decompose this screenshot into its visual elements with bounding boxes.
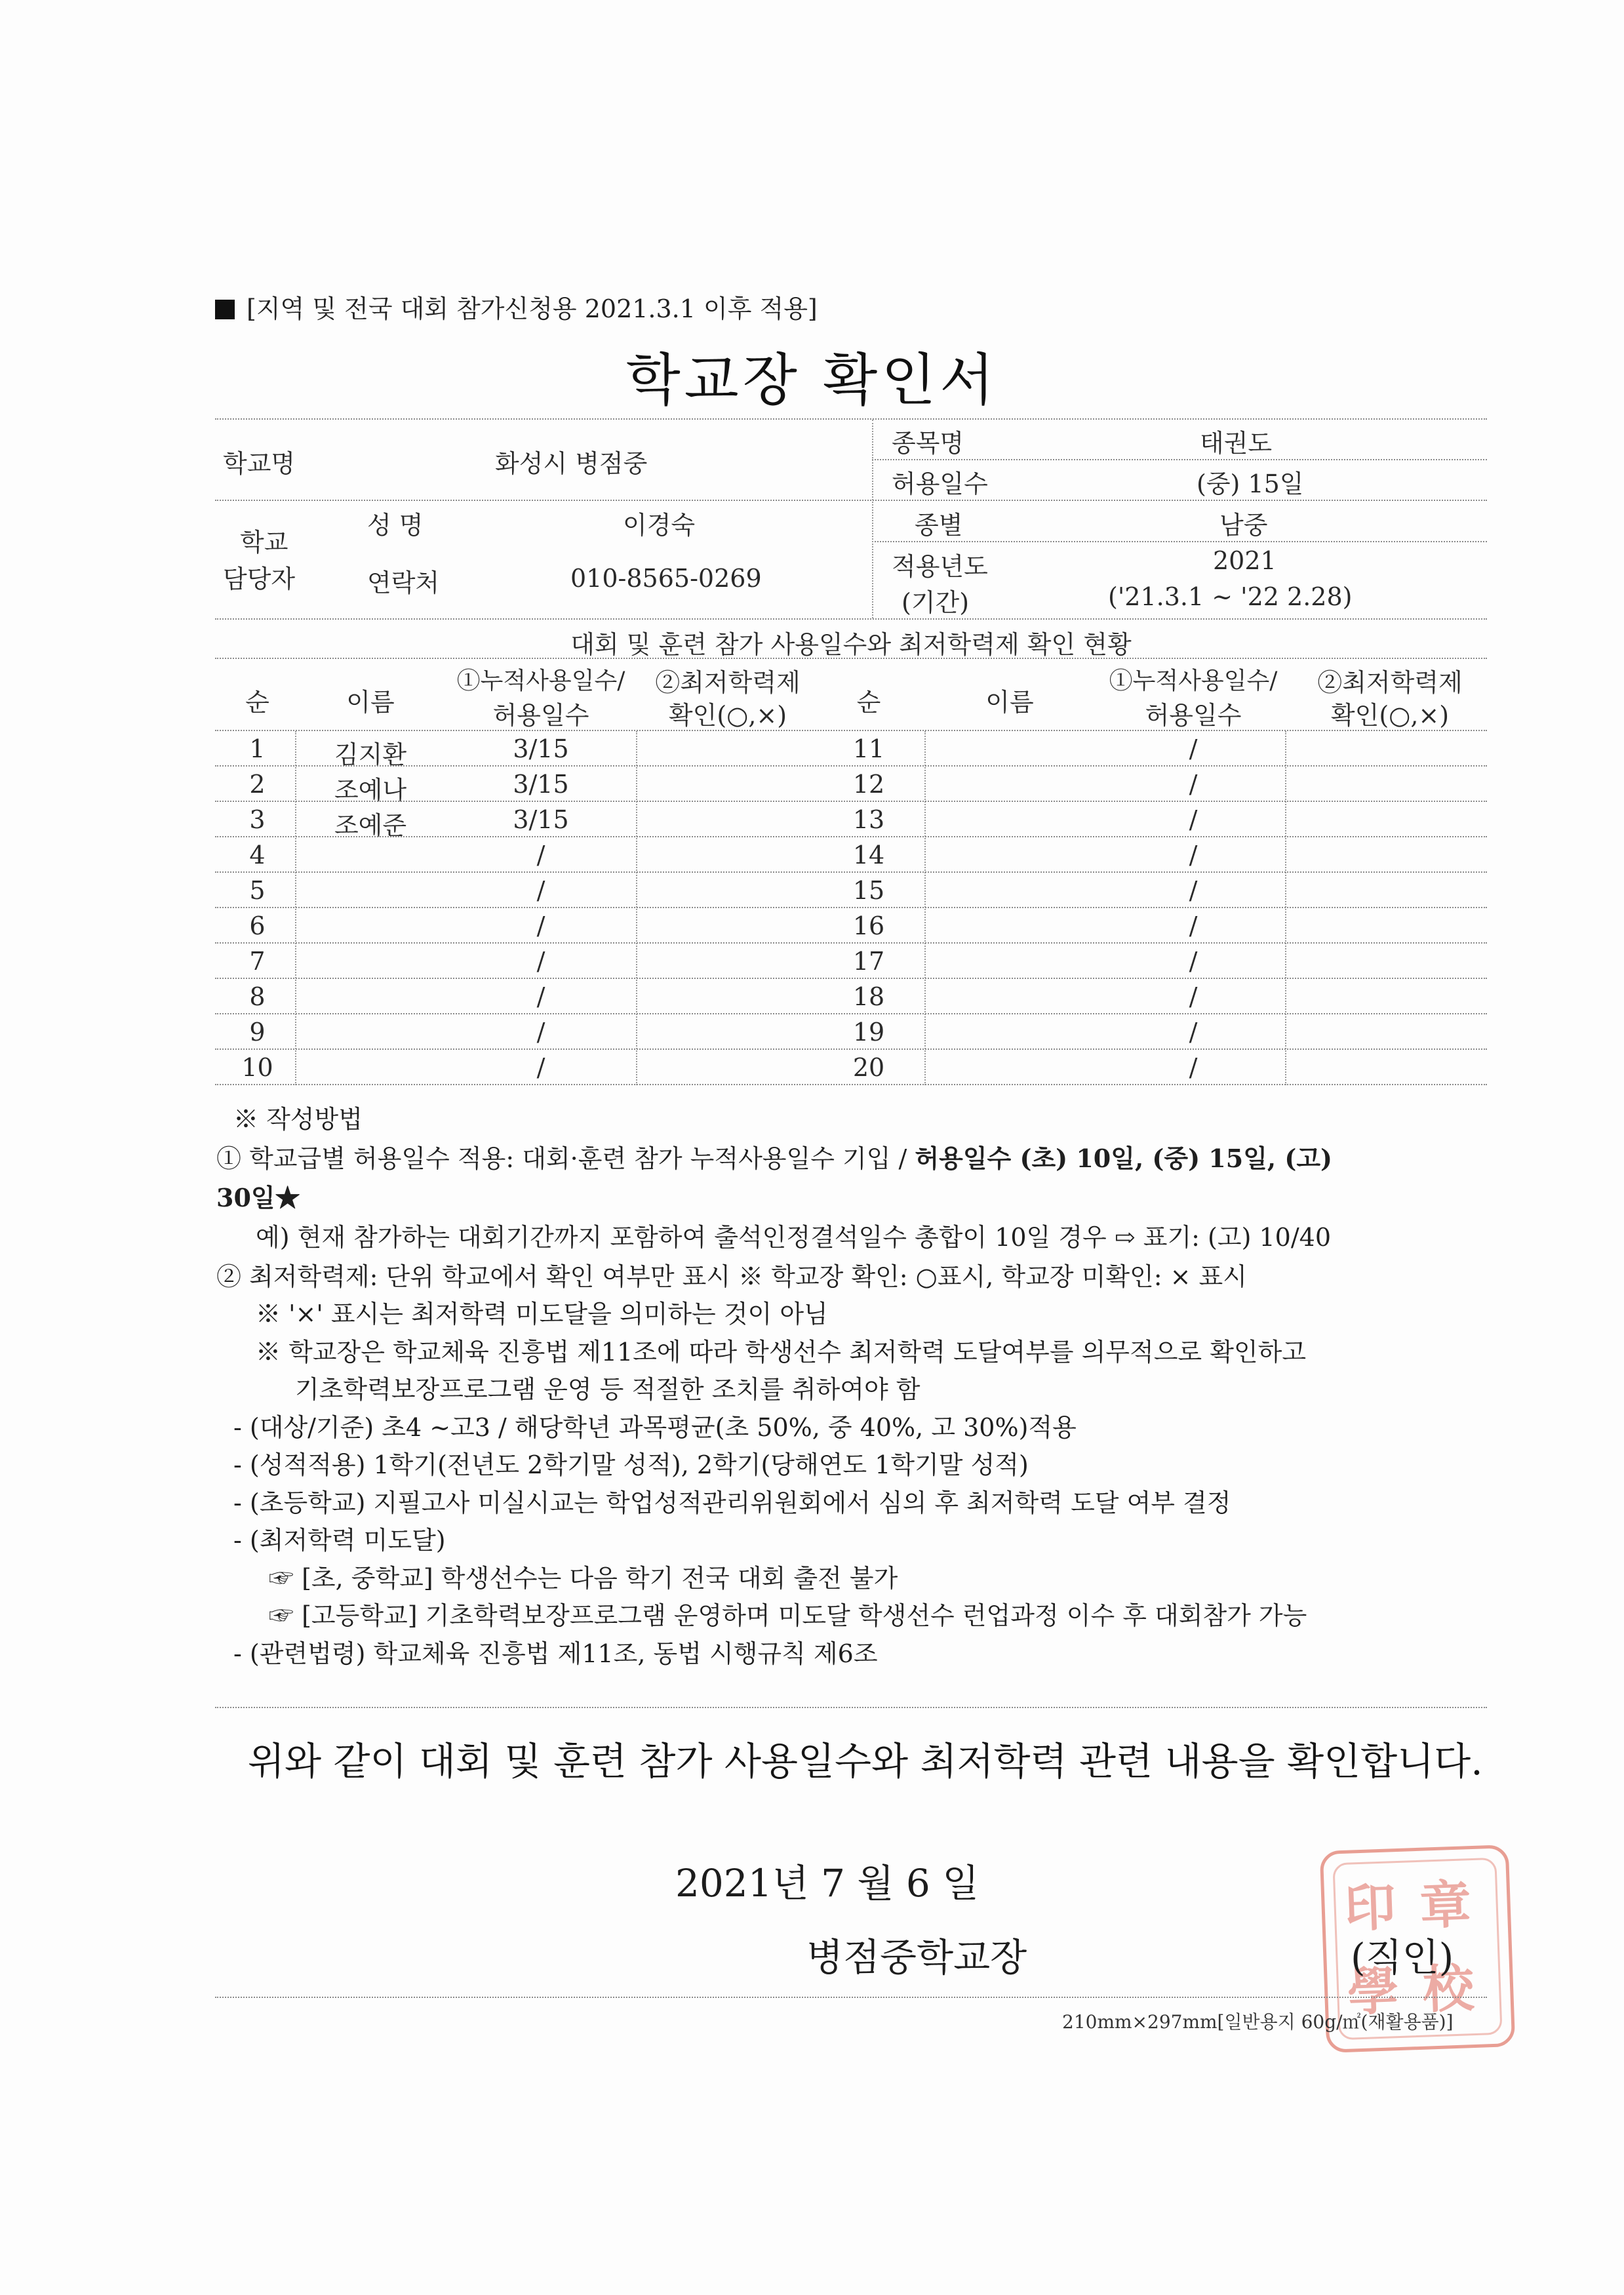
seal-glyph-icon: 印 [1343, 1877, 1397, 1939]
row-no: 4 [249, 841, 266, 869]
divider [872, 459, 1487, 460]
issue-date: 2021년 7 월 6 일 [675, 1861, 980, 1906]
row-no: 15 [852, 876, 885, 905]
row-no: 12 [852, 770, 885, 799]
row-no: 16 [852, 911, 885, 940]
divider [215, 500, 1487, 501]
divider [872, 420, 873, 618]
divider [215, 418, 1487, 420]
row-no: 14 [852, 841, 885, 869]
row-days: / [1189, 911, 1198, 940]
instruction-note-1: ※ '×' 표시는 최저학력 미도달을 의미하는 것이 아님 [256, 1300, 828, 1328]
divider [924, 731, 926, 1085]
year-label-line2: (기간) [901, 588, 970, 617]
divider [215, 978, 1487, 979]
contact-value: 010-8565-0269 [570, 564, 762, 593]
row-no: 6 [249, 911, 266, 940]
contact-label: 연락처 [367, 569, 440, 597]
header-no: 순 [856, 688, 881, 717]
header-academic-line2: 확인(○,×) [668, 701, 787, 730]
header-academic-line2: 확인(○,×) [1330, 701, 1450, 730]
manager-label-line1: 학교 [240, 528, 288, 557]
row-no: 20 [852, 1053, 885, 1082]
instruction-item-1 [216, 1146, 1332, 1171]
period-value: ('21.3.1 ~ '22 2.28) [1108, 582, 1353, 611]
year-value: 2021 [1213, 546, 1277, 575]
divider [215, 765, 1487, 767]
header-days-line1: ①누적사용일수/ [1109, 668, 1278, 694]
row-days: / [1189, 876, 1198, 905]
row-days: / [1189, 947, 1198, 976]
row-no: 7 [249, 947, 266, 976]
row-no: 17 [852, 947, 885, 976]
sport-label: 종목명 [892, 429, 964, 458]
seal-glyph-icon: 學 [1346, 1961, 1400, 2023]
row-no: 1 [249, 734, 266, 763]
instruction-dash-2: - (성적적용) 1학기(전년도 2학기말 성적), 2학기(당해연도 1학기말 성적) [233, 1450, 1029, 1479]
document-title: 학교장 확인서 [625, 348, 999, 413]
row-days: / [536, 841, 545, 869]
row-days: / [536, 982, 545, 1011]
school-name-label: 학교명 [223, 449, 296, 478]
year-label-line1: 적용년도 [892, 552, 988, 581]
row-days: / [1189, 841, 1198, 869]
instruction-dash-1: - (대상/기준) 초4 ~고3 / 해당학년 과목평균(초 50%, 중 40%, 고 30%)적용 [233, 1413, 1077, 1442]
row-days: / [1189, 734, 1198, 763]
row-days: / [536, 1053, 545, 1082]
instruction-sub-2: ☞ [고등학교] 기초학력보장프로그램 운영하며 미도달 학생선수 런업과정 이수 후 대회참가 가능 [269, 1601, 1307, 1630]
row-no: 10 [241, 1053, 273, 1082]
row-no: 19 [852, 1018, 885, 1047]
gender-label: 종별 [915, 511, 963, 540]
header-name: 이름 [346, 688, 395, 717]
row-no: 9 [249, 1018, 266, 1047]
instruction-note-2: ※ 학교장은 학교체육 진흥법 제11조에 따라 학생선수 최저학력 도달여부를 의무적으로 확인하고 [256, 1338, 1307, 1367]
row-days: / [536, 876, 545, 905]
row-days: / [1189, 1053, 1198, 1082]
instruction-note-2-cont: 기초학력보장프로그램 운영 등 적절한 조치를 취하여야 함 [295, 1375, 921, 1404]
table-caption: 대회 및 훈련 참가 사용일수와 최저학력제 확인 현황 [570, 630, 1132, 659]
header-no: 순 [245, 688, 269, 717]
row-days: / [1189, 805, 1198, 834]
confirmation-statement: 위와 같이 대회 및 훈련 참가 사용일수와 최저학력 관련 내용을 확인합니다. [248, 1739, 1483, 1784]
row-days: / [536, 1018, 545, 1047]
header-note [215, 289, 818, 325]
allowed-days-value: (중) 15일 [1197, 469, 1304, 498]
divider [872, 541, 1487, 542]
divider [215, 1707, 1487, 1708]
principal-name: 병점중학교장 [806, 1935, 1027, 1980]
row-days: / [1189, 982, 1198, 1011]
row-no: 5 [249, 876, 266, 905]
instruction-item-1-cont: 30일★ [216, 1183, 300, 1212]
divider [215, 618, 1487, 620]
instruction-dash-4: - (최저학력 미도달) [233, 1526, 446, 1555]
instruction-example: 예) 현재 참가하는 대회기간까지 포함하여 출석인정결석일수 총합이 10일 경우 ⇨ 표기: (고) 10/40 [256, 1223, 1332, 1252]
divider [215, 1084, 1487, 1085]
header-note-text: [지역 및 전국 대회 참가신청용 2021.3.1 이후 적용] [247, 294, 818, 323]
header-days-line2: 허용일수 [492, 701, 589, 730]
gender-value: 남중 [1219, 511, 1268, 540]
row-days: 3/15 [513, 805, 569, 834]
row-days: / [536, 947, 545, 976]
row-no: 3 [249, 805, 266, 834]
divider [215, 801, 1487, 802]
header-days-line2: 허용일수 [1145, 701, 1242, 730]
row-name: 조예준 [334, 811, 407, 840]
school-name: 화성시 병점중 [495, 449, 648, 478]
instruction-dash-5: - (관련법령) 학교체육 진흥법 제11조, 동법 시행규칙 제6조 [233, 1639, 878, 1668]
header-academic-line1: ②최저학력제 [1317, 668, 1463, 697]
divider [215, 730, 1487, 731]
instruction-dash-3: - (초등학교) 지필고사 미실시교는 학업성적관리위원회에서 심의 후 최저학력 도달 여부 결정 [233, 1488, 1231, 1517]
seal-glyph-icon: 校 [1421, 1959, 1475, 2020]
divider [636, 731, 637, 1085]
square-bullet-icon [215, 300, 235, 319]
divider [215, 658, 1487, 659]
instructions-heading: ※ 작성방법 [233, 1105, 363, 1134]
divider [215, 1997, 1487, 1998]
divider [215, 942, 1487, 944]
divider [215, 836, 1487, 837]
seal-label: (직인) [1351, 1935, 1454, 1980]
manager-label-line2: 담당자 [223, 565, 296, 593]
instruction-item-1-text: ① 학교급별 허용일수 적용: 대회·훈련 참가 누적사용일수 기입 / [216, 1144, 915, 1173]
manager-name: 이경숙 [623, 511, 696, 540]
header-academic-line1: ②최저학력제 [655, 668, 801, 697]
header-name: 이름 [985, 688, 1034, 717]
instruction-item-2: ② 최저학력제: 단위 학교에서 확인 여부만 표시 ※ 학교장 확인: ○표시, 학교장 미확인: × 표시 [216, 1262, 1247, 1291]
row-no: 2 [249, 770, 266, 799]
row-no: 8 [249, 982, 266, 1011]
name-label: 성 명 [367, 511, 424, 540]
header-days-line1: ①누적사용일수/ [456, 668, 625, 694]
divider [215, 1048, 1487, 1050]
row-no: 18 [852, 982, 885, 1011]
row-days: / [536, 911, 545, 940]
allowed-days-label: 허용일수 [892, 469, 988, 498]
instruction-item-1-emphasis: 허용일수 (초) 10일, (중) 15일, (고) [915, 1144, 1333, 1173]
row-name: 김지환 [334, 740, 407, 769]
divider [215, 871, 1487, 873]
row-days: / [1189, 770, 1198, 799]
instruction-sub-1: ☞ [초, 중학교] 학생선수는 다음 학기 전국 대회 출전 불가 [269, 1564, 898, 1593]
seal-glyph-icon: 章 [1419, 1875, 1473, 1936]
row-name: 조예나 [334, 776, 407, 805]
row-days: 3/15 [513, 770, 569, 799]
row-no: 11 [852, 734, 885, 763]
sport-value: 태권도 [1200, 429, 1273, 458]
row-days: 3/15 [513, 734, 569, 763]
divider [215, 1013, 1487, 1014]
paper-spec: 210mm×297mm[일반용지 60g/㎡(재활용품)] [1062, 2011, 1454, 2033]
row-days: / [1189, 1018, 1198, 1047]
divider [215, 907, 1487, 908]
row-no: 13 [852, 805, 885, 834]
